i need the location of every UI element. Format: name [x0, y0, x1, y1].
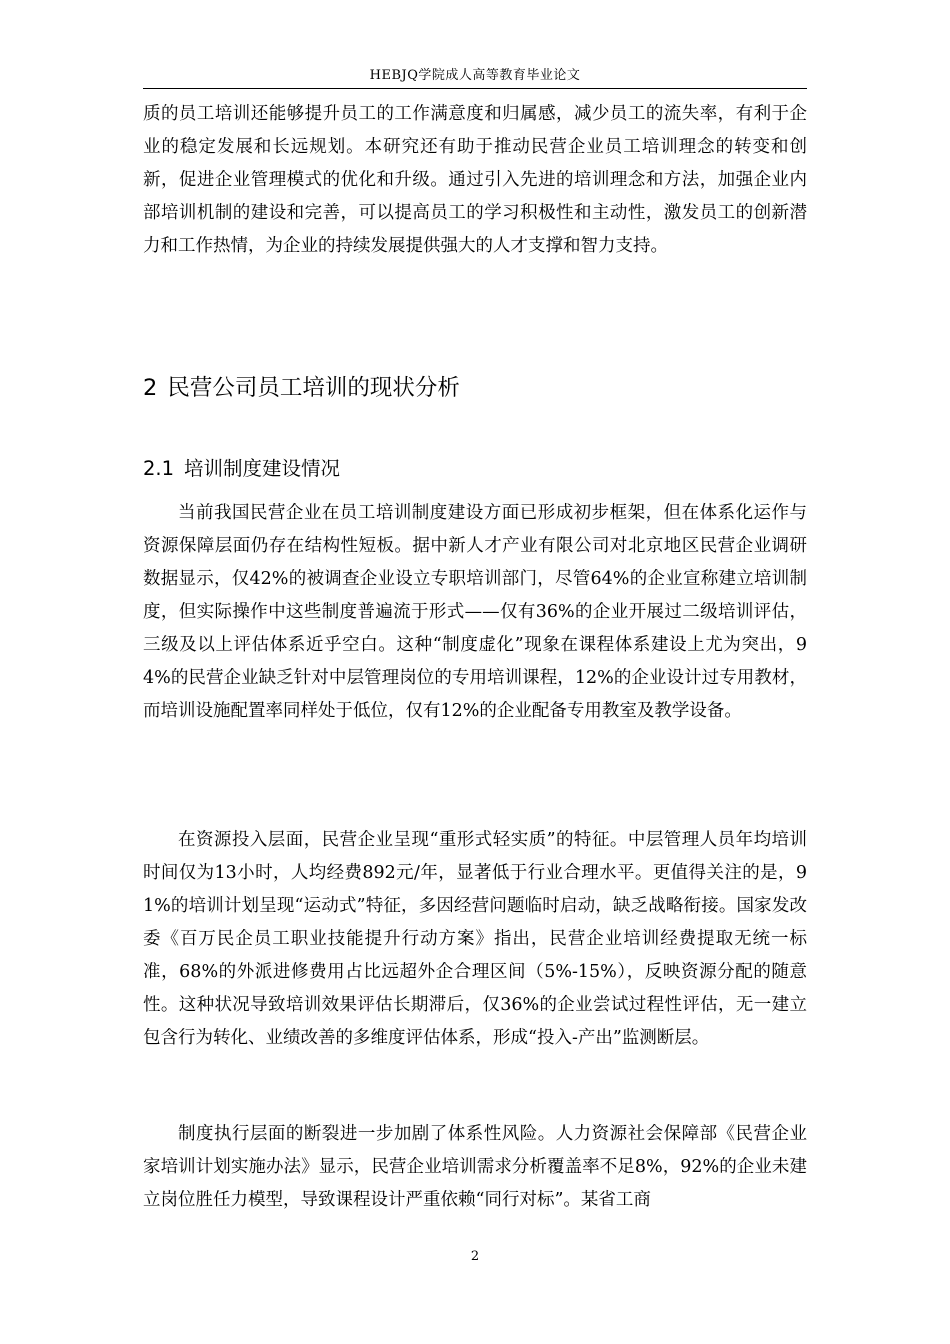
- running-header: HEBJQ学院成人高等教育毕业论文: [369, 68, 581, 83]
- section-title: 民营公司员工培训的现状分析: [167, 375, 460, 401]
- subsection-number: 2.1: [143, 457, 175, 480]
- section-number: 2: [143, 375, 158, 401]
- subsection-title: 培训制度建设情况: [184, 457, 341, 480]
- subsection-heading: [143, 453, 340, 485]
- section-heading: [143, 370, 460, 406]
- paragraph-2: 在资源投入层面，民营企业呈现“重形式轻实质”的特征。中层管理人员年均培训时间仅为13小时，人均经费892元/年，显著低于行业合理水平。更值得关注的是，91%的培训计划呈现“运动式”特征，多因经营问题临时启动，缺乏战略衔接。国家发改委《百万民企员工职业技能提升行动方案》指出，民营企业培训经费提取无统一标准，68%的外派进修费用占比远超外企合理区间（5%-15%），反映资源分配的随意性。这种状况导致培训效果评估长期滞后，仅36%的企业尝试过程性评估，无一建立包含行为转化、业绩改善的多维度评估体系，形成“投入-产出”监测断层。: [143, 830, 807, 1048]
- paragraph-3: 制度执行层面的断裂进一步加剧了体系性风险。人力资源社会保障部《民营企业家培训计划实施办法》显示，民营企业培训需求分析覆盖率不足8%，92%的企业未建立岗位胜任力模型，导致课程设计严重依赖“同行对标”。某省工商: [143, 1124, 807, 1210]
- page-number: 2: [470, 1249, 480, 1264]
- paragraph-1: 当前我国民营企业在员工培训制度建设方面已形成初步框架，但在体系化运作与资源保障层面仍存在结构性短板。据中新人才产业有限公司对北京地区民营企业调研数据显示，仅42%的被调查企业设立专职培训部门，尽管64%的企业宣称建立培训制度，但实际操作中这些制度普遍流于形式——仅有36%的企业开展过二级培训评估，三级及以上评估体系近乎空白。这种“制度虚化”现象在课程体系建设上尤为突出，94%的民营企业缺乏针对中层管理岗位的专用培训课程，12%的企业设计过专用教材，而培训设施配置率同样处于低位，仅有12%的企业配备专用教室及教学设备。: [143, 503, 807, 721]
- header-rule: [143, 88, 807, 89]
- paragraph-intro-continuation: 质的员工培训还能够提升员工的工作满意度和归属感，减少员工的流失率，有利于企业的稳定发展和长远规划。本研究还有助于推动民营企业员工培训理念的转变和创新，促进企业管理模式的优化和升级。通过引入先进的培训理念和方法，加强企业内部培训机制的建设和完善，可以提高员工的学习积极性和主动性，激发员工的创新潜力和工作热情，为企业的持续发展提供强大的人才支撑和智力支持。: [143, 104, 807, 256]
